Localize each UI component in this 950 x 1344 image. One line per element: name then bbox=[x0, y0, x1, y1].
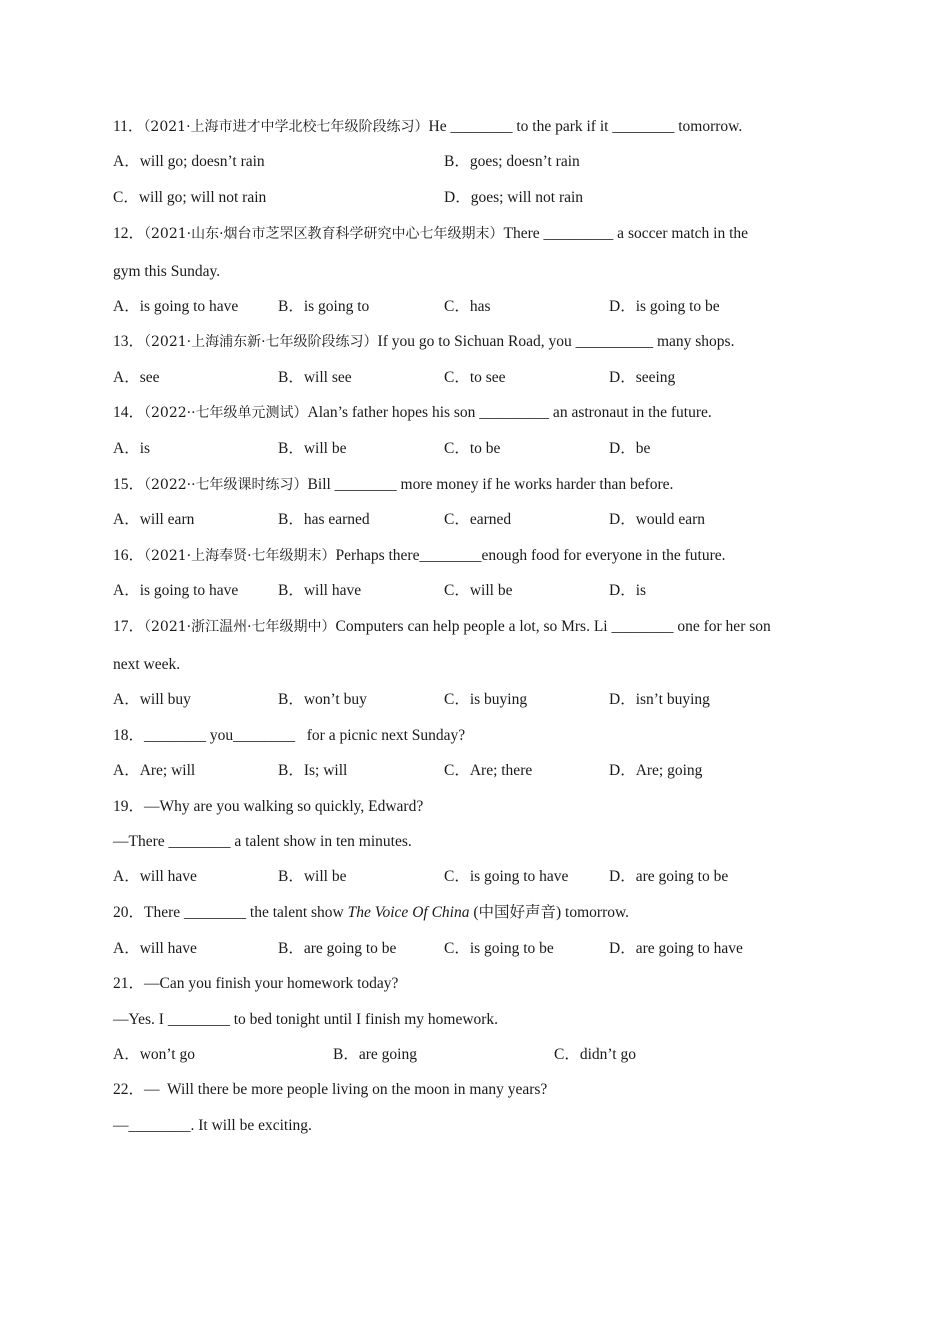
option-a[interactable]: A．will have bbox=[113, 940, 197, 957]
question-number: 19． bbox=[113, 798, 145, 815]
option-d[interactable]: D．would earn bbox=[609, 511, 705, 528]
option-c[interactable]: C．Are; there bbox=[444, 762, 533, 779]
question-number: 14． bbox=[113, 404, 145, 421]
question-text: Bill ________ more money if he works harder than before. bbox=[307, 476, 674, 493]
option-a[interactable]: A．will buy bbox=[113, 691, 191, 708]
question-text: He ________ to the park if it ________ tomorrow. bbox=[428, 118, 743, 135]
question-source: （2022··七年级课时练习） bbox=[144, 477, 308, 493]
option-b[interactable]: B．will be bbox=[278, 440, 347, 457]
option-d[interactable]: D．Are; going bbox=[609, 762, 703, 779]
option-c[interactable]: C．is going to have bbox=[444, 868, 569, 885]
option-d[interactable]: D．is going to be bbox=[609, 298, 720, 315]
option-c[interactable]: C．earned bbox=[444, 511, 512, 528]
option-c[interactable]: C．is buying bbox=[444, 691, 528, 708]
question-22-stem bbox=[113, 1080, 547, 1100]
question-number: 11． bbox=[113, 118, 144, 135]
question-21-stem-cont: —Yes. I ________ to bed tonight until I finish my homework. bbox=[113, 1011, 499, 1028]
option-a[interactable]: A．will go; doesn’t rain bbox=[113, 153, 265, 170]
option-b[interactable]: B．will be bbox=[278, 868, 347, 885]
question-text: Alan’s father hopes his son _________ an astronaut in the future. bbox=[307, 404, 712, 421]
question-source: （2022··七年级单元测试） bbox=[144, 405, 308, 421]
question-text: ________ you________ for a picnic next Sunday? bbox=[144, 727, 466, 744]
question-source: （2021·山东·烟台市芝罘区教育科学研究中心七年级期末） bbox=[144, 226, 504, 242]
question-18-stem bbox=[113, 726, 465, 746]
question-15-stem bbox=[113, 475, 673, 495]
question-text: Perhaps there________enough food for everyone in the future. bbox=[335, 547, 726, 564]
question-source: （2021·上海奉贤·七年级期末） bbox=[144, 548, 336, 564]
option-d[interactable]: D．isn’t buying bbox=[609, 691, 710, 708]
option-c[interactable]: C．didn’t go bbox=[554, 1046, 636, 1063]
question-17-stem bbox=[113, 617, 771, 637]
option-c[interactable]: C．will go; will not rain bbox=[113, 189, 267, 206]
question-text: —Can you finish your homework today? bbox=[144, 975, 399, 992]
option-d[interactable]: D．are going to have bbox=[609, 940, 743, 957]
question-number: 17． bbox=[113, 618, 145, 635]
question-text: — Will there be more people living on the moon in many years? bbox=[144, 1081, 548, 1098]
option-d[interactable]: D．seeing bbox=[609, 369, 676, 386]
option-b[interactable]: B．goes; doesn’t rain bbox=[444, 153, 580, 170]
show-title: The Voice Of China bbox=[347, 904, 470, 921]
option-d[interactable]: D．goes; will not rain bbox=[444, 189, 584, 206]
question-19-stem bbox=[113, 797, 423, 817]
question-number: 20． bbox=[113, 904, 145, 921]
question-source: （2021·上海浦东新·七年级阶段练习） bbox=[144, 334, 378, 350]
option-a[interactable]: A．will have bbox=[113, 868, 197, 885]
question-text: There _________ a soccer match in the bbox=[503, 225, 749, 242]
option-b[interactable]: B．are going to be bbox=[278, 940, 397, 957]
question-20-stem bbox=[113, 903, 629, 923]
question-source: （2021·浙江温州·七年级期中） bbox=[144, 619, 336, 635]
question-21-stem bbox=[113, 974, 398, 994]
question-number: 16． bbox=[113, 547, 145, 564]
question-number: 15． bbox=[113, 476, 145, 493]
option-a[interactable]: A．see bbox=[113, 369, 160, 386]
option-a[interactable]: A．is bbox=[113, 440, 151, 457]
question-text: If you go to Sichuan Road, you __________ many shops. bbox=[377, 333, 735, 350]
option-c[interactable]: C．is going to be bbox=[444, 940, 554, 957]
question-17-stem-cont: next week. bbox=[113, 656, 181, 673]
option-d[interactable]: D．are going to be bbox=[609, 868, 729, 885]
question-12-stem bbox=[113, 224, 748, 244]
question-number: 13． bbox=[113, 333, 145, 350]
question-11-stem bbox=[113, 117, 742, 137]
option-a[interactable]: A．will earn bbox=[113, 511, 195, 528]
question-19-stem-cont: —There ________ a talent show in ten minutes. bbox=[113, 833, 412, 850]
option-c[interactable]: C．to see bbox=[444, 369, 506, 386]
option-b[interactable]: B．Is; will bbox=[278, 762, 348, 779]
option-b[interactable]: B．are going bbox=[333, 1046, 417, 1063]
question-14-stem bbox=[113, 403, 712, 423]
question-text: —Why are you walking so quickly, Edward? bbox=[144, 798, 424, 815]
option-b[interactable]: B．won’t buy bbox=[278, 691, 367, 708]
question-13-stem bbox=[113, 332, 734, 352]
question-text-end: (中国好声音) tomorrow. bbox=[469, 904, 630, 921]
option-a[interactable]: A．is going to have bbox=[113, 298, 239, 315]
option-a[interactable]: A．Are; will bbox=[113, 762, 196, 779]
option-c[interactable]: C．will be bbox=[444, 582, 513, 599]
option-d[interactable]: D．be bbox=[609, 440, 651, 457]
option-b[interactable]: B．has earned bbox=[278, 511, 370, 528]
option-b[interactable]: B．is going to bbox=[278, 298, 370, 315]
question-12-stem-cont: gym this Sunday. bbox=[113, 263, 221, 280]
question-number: 22． bbox=[113, 1081, 145, 1098]
question-number: 18． bbox=[113, 727, 145, 744]
question-number: 21． bbox=[113, 975, 145, 992]
question-text: Computers can help people a lot, so Mrs. Li ________ one for her son bbox=[335, 618, 771, 635]
option-d[interactable]: D．is bbox=[609, 582, 647, 599]
option-a[interactable]: A．won’t go bbox=[113, 1046, 195, 1063]
question-16-stem bbox=[113, 546, 726, 566]
option-b[interactable]: B．will see bbox=[278, 369, 352, 386]
option-c[interactable]: C．to be bbox=[444, 440, 501, 457]
option-a[interactable]: A．is going to have bbox=[113, 582, 239, 599]
question-number: 12． bbox=[113, 225, 145, 242]
question-text: There ________ the talent show bbox=[144, 904, 348, 921]
option-b[interactable]: B．will have bbox=[278, 582, 362, 599]
question-22-stem-cont: —________. It will be exciting. bbox=[113, 1117, 312, 1134]
question-source: （2021·上海市进才中学北校七年级阶段练习） bbox=[143, 119, 429, 135]
option-c[interactable]: C．has bbox=[444, 298, 491, 315]
